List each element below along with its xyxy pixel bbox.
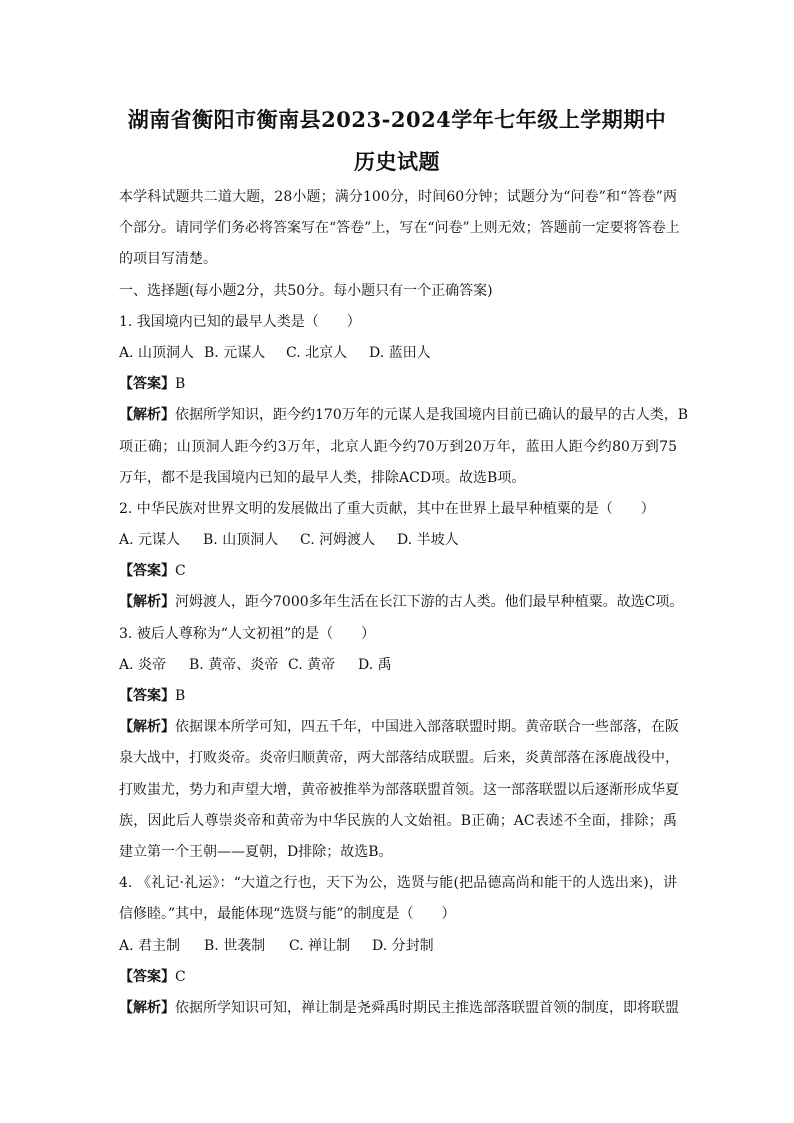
- answer-value: B: [175, 688, 186, 704]
- option-c: C. 河姆渡人: [300, 532, 376, 549]
- question-4-analysis: [119, 993, 677, 1024]
- option-b: B. 山顶洞人: [203, 532, 279, 549]
- option-a: A. 君主制: [119, 937, 181, 954]
- question-1-answer: [119, 369, 677, 400]
- question-1-options: [119, 338, 677, 369]
- question-1-stem: 1. 我国境内已知的最早人类是（ ）: [119, 313, 361, 330]
- option-d: D. 禹: [358, 656, 392, 673]
- option-b: B. 元谋人: [204, 344, 266, 361]
- option-c: C. 北京人: [286, 344, 348, 361]
- intro-line: 个部分。请同学们务必将答案写在“答卷”上，写在“问卷”上则无效；答题前一定要将答卷上: [119, 220, 680, 237]
- question-1-analysis: [119, 400, 689, 431]
- analysis-line: 万年，都不是我国境内已知的最早人类，排除ACD项。故选B项。: [119, 469, 526, 486]
- question-4-options: [119, 931, 677, 962]
- option-a: A. 山顶洞人: [119, 344, 195, 361]
- answer-value: C: [175, 968, 186, 985]
- option-c: C. 禅让制: [289, 937, 351, 954]
- option-a: A. 炎帝: [119, 656, 167, 673]
- option-b: B. 世袭制: [204, 937, 266, 954]
- exam-body: [119, 182, 689, 1024]
- answer-value: B: [175, 376, 186, 393]
- analysis-line: 项正确；山顶洞人距今约3万年，北京人距今约70万到20万年，蓝田人距今约80万到75: [119, 438, 677, 455]
- analysis-text: 依据所学知识，距今约170万年的元谋人是我国境内目前已确认的最早的古人类，B: [175, 407, 689, 424]
- question-3-analysis: [119, 712, 677, 743]
- analysis-line: 泉大战中，打败炎帝。炎帝归顺黄帝，两大部落结成联盟。后来，炎黄部落在涿鹿战役中，: [119, 750, 679, 767]
- question-3-answer: [119, 681, 677, 712]
- analysis-text: 依据课本所学可知，四五千年，中国进入部落联盟时期。黄帝联合一些部落，在阪: [175, 719, 679, 736]
- intro-line: 本学科试题共二道大题，28小题；满分100分，时间60分钟；试题分为“问卷”和“答卷”两: [119, 189, 677, 205]
- answer-tag: 【答案】: [119, 968, 175, 985]
- option-d: D. 分封制: [372, 937, 434, 954]
- question-4-answer: [119, 962, 677, 993]
- option-c: C. 黄帝: [288, 656, 336, 673]
- question-3-options: [119, 650, 677, 681]
- question-2-options: [119, 525, 677, 556]
- analysis-line: 族，因此后人尊崇炎帝和黄帝为中华民族的人文始祖。B正确；AC表述不全面，排除；禹: [119, 812, 677, 829]
- question-2-answer: [119, 556, 677, 587]
- answer-tag: 【答案】: [119, 688, 175, 704]
- question-3-stem: 3. 被后人尊称为“人文初祖”的是（ ）: [119, 625, 376, 642]
- analysis-tag: 【解析】: [119, 407, 175, 424]
- question-2-analysis: [119, 587, 684, 618]
- answer-tag: 【答案】: [119, 563, 175, 580]
- option-a: A. 元谋人: [119, 532, 181, 549]
- exam-title: 湖南省衡阳市衡南县2023-2024学年七年级上学期期中: [127, 107, 667, 132]
- analysis-text: 依据所学知识可知，禅让制是尧舜禹时期民主推选部落联盟首领的制度，即将联盟: [175, 999, 679, 1016]
- question-4-stem-cont: 信修睦。”其中，最能体现“选贤与能”的制度是（ ）: [119, 906, 456, 923]
- question-2-stem: 2. 中华民族对世界文明的发展做出了重大贡献，其中在世界上最早种植粟的是（ ）: [119, 500, 655, 517]
- question-4-stem: 4. 《礼记·礼运》：“大道之行也，天下为公，选贤与能(把品德高尚和能干的人选出来)，讲: [119, 875, 677, 892]
- answer-tag: 【答案】: [119, 376, 175, 393]
- analysis-line: 建立第一个王朝——夏朝，D排除；故选B。: [119, 843, 393, 860]
- analysis-tag: 【解析】: [119, 594, 175, 611]
- option-d: D. 半坡人: [397, 532, 459, 549]
- section-heading: 一、选择题(每小题2分，共50分。每小题只有一个正确答案): [119, 282, 493, 299]
- option-d: D. 蓝田人: [369, 344, 431, 361]
- analysis-tag: 【解析】: [119, 719, 175, 736]
- answer-value: C: [175, 563, 186, 580]
- analysis-line: 打败蚩尤，势力和声望大增，黄帝被推举为部落联盟首领。这一部落联盟以后逐渐形成华夏: [119, 781, 679, 798]
- analysis-text: 河姆渡人，距今7000多年生活在长江下游的古人类。他们最早种植粟。故选C项。: [175, 594, 684, 611]
- analysis-tag: 【解析】: [119, 999, 175, 1016]
- exam-subject-title: 历史试题: [354, 149, 440, 174]
- option-b: B. 黄帝、炎帝: [189, 656, 279, 673]
- intro-line: 的项目写清楚。: [119, 251, 217, 268]
